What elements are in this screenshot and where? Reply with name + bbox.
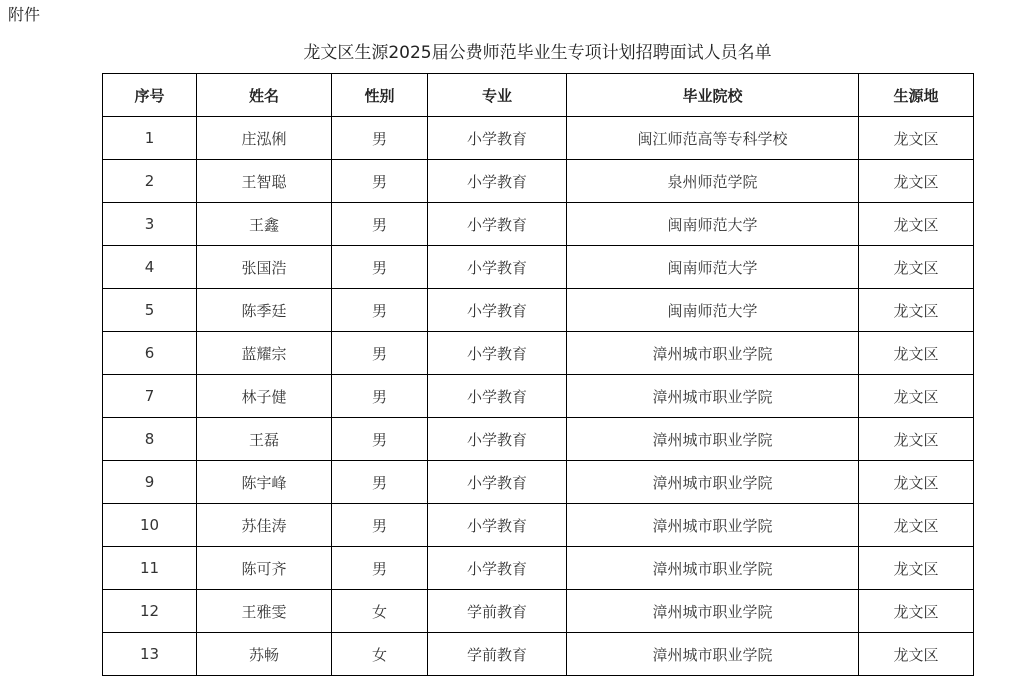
cell-school: 泉州师范学院 bbox=[567, 160, 859, 203]
cell-name: 蓝耀宗 bbox=[197, 332, 332, 375]
cell-school: 闽南师范大学 bbox=[567, 289, 859, 332]
cell-name: 陈宇峰 bbox=[197, 461, 332, 504]
cell-origin: 龙文区 bbox=[859, 117, 974, 160]
cell-major: 小学教育 bbox=[428, 375, 567, 418]
table-row bbox=[103, 633, 974, 676]
cell-seq: 12 bbox=[103, 590, 197, 633]
header-school: 毕业院校 bbox=[567, 74, 859, 117]
table-row bbox=[103, 117, 974, 160]
cell-seq: 6 bbox=[103, 332, 197, 375]
candidate-table bbox=[102, 73, 974, 676]
cell-school: 漳州城市职业学院 bbox=[567, 590, 859, 633]
cell-major: 小学教育 bbox=[428, 461, 567, 504]
cell-origin: 龙文区 bbox=[859, 633, 974, 676]
cell-gender: 女 bbox=[332, 590, 428, 633]
cell-major: 小学教育 bbox=[428, 418, 567, 461]
cell-gender: 男 bbox=[332, 160, 428, 203]
cell-school: 闽南师范大学 bbox=[567, 203, 859, 246]
cell-name: 庄泓俐 bbox=[197, 117, 332, 160]
cell-seq: 1 bbox=[103, 117, 197, 160]
cell-school: 漳州城市职业学院 bbox=[567, 504, 859, 547]
table-row bbox=[103, 246, 974, 289]
cell-major: 小学教育 bbox=[428, 289, 567, 332]
cell-seq: 10 bbox=[103, 504, 197, 547]
cell-seq: 11 bbox=[103, 547, 197, 590]
cell-major: 小学教育 bbox=[428, 332, 567, 375]
table-row bbox=[103, 375, 974, 418]
header-origin: 生源地 bbox=[859, 74, 974, 117]
cell-origin: 龙文区 bbox=[859, 590, 974, 633]
cell-major: 学前教育 bbox=[428, 590, 567, 633]
cell-major: 学前教育 bbox=[428, 633, 567, 676]
cell-origin: 龙文区 bbox=[859, 246, 974, 289]
cell-major: 小学教育 bbox=[428, 160, 567, 203]
cell-seq: 7 bbox=[103, 375, 197, 418]
cell-origin: 龙文区 bbox=[859, 203, 974, 246]
cell-name: 苏佳涛 bbox=[197, 504, 332, 547]
header-name: 姓名 bbox=[197, 74, 332, 117]
cell-seq: 2 bbox=[103, 160, 197, 203]
cell-gender: 男 bbox=[332, 504, 428, 547]
cell-seq: 9 bbox=[103, 461, 197, 504]
cell-name: 苏畅 bbox=[197, 633, 332, 676]
table-row bbox=[103, 160, 974, 203]
cell-school: 漳州城市职业学院 bbox=[567, 633, 859, 676]
cell-gender: 男 bbox=[332, 332, 428, 375]
cell-name: 林子健 bbox=[197, 375, 332, 418]
cell-origin: 龙文区 bbox=[859, 461, 974, 504]
table-row bbox=[103, 590, 974, 633]
table-row bbox=[103, 289, 974, 332]
cell-school: 漳州城市职业学院 bbox=[567, 418, 859, 461]
table-row bbox=[103, 203, 974, 246]
cell-major: 小学教育 bbox=[428, 547, 567, 590]
cell-gender: 男 bbox=[332, 375, 428, 418]
header-gender: 性别 bbox=[332, 74, 428, 117]
cell-gender: 男 bbox=[332, 461, 428, 504]
cell-name: 王智聪 bbox=[197, 160, 332, 203]
header-major: 专业 bbox=[428, 74, 567, 117]
cell-gender: 男 bbox=[332, 547, 428, 590]
cell-origin: 龙文区 bbox=[859, 289, 974, 332]
cell-seq: 3 bbox=[103, 203, 197, 246]
cell-gender: 女 bbox=[332, 633, 428, 676]
cell-school: 闽南师范大学 bbox=[567, 246, 859, 289]
cell-seq: 5 bbox=[103, 289, 197, 332]
cell-origin: 龙文区 bbox=[859, 375, 974, 418]
cell-seq: 4 bbox=[103, 246, 197, 289]
cell-origin: 龙文区 bbox=[859, 160, 974, 203]
cell-gender: 男 bbox=[332, 418, 428, 461]
cell-seq: 13 bbox=[103, 633, 197, 676]
table-row bbox=[103, 418, 974, 461]
cell-origin: 龙文区 bbox=[859, 418, 974, 461]
cell-name: 王鑫 bbox=[197, 203, 332, 246]
document-title: 龙文区生源2025届公费师范毕业生专项计划招聘面试人员名单 bbox=[303, 43, 772, 63]
cell-name: 张国浩 bbox=[197, 246, 332, 289]
cell-major: 小学教育 bbox=[428, 117, 567, 160]
cell-school: 漳州城市职业学院 bbox=[567, 332, 859, 375]
cell-gender: 男 bbox=[332, 289, 428, 332]
attachment-label: 附件 bbox=[8, 5, 41, 24]
cell-school: 漳州城市职业学院 bbox=[567, 461, 859, 504]
table-row bbox=[103, 332, 974, 375]
cell-major: 小学教育 bbox=[428, 246, 567, 289]
cell-gender: 男 bbox=[332, 117, 428, 160]
table-header-row bbox=[103, 74, 974, 117]
cell-school: 闽江师范高等专科学校 bbox=[567, 117, 859, 160]
cell-name: 王雅雯 bbox=[197, 590, 332, 633]
cell-gender: 男 bbox=[332, 246, 428, 289]
cell-school: 漳州城市职业学院 bbox=[567, 547, 859, 590]
cell-seq: 8 bbox=[103, 418, 197, 461]
cell-name: 陈可齐 bbox=[197, 547, 332, 590]
cell-origin: 龙文区 bbox=[859, 332, 974, 375]
table-row bbox=[103, 504, 974, 547]
cell-origin: 龙文区 bbox=[859, 547, 974, 590]
cell-major: 小学教育 bbox=[428, 504, 567, 547]
cell-name: 王磊 bbox=[197, 418, 332, 461]
table-row bbox=[103, 461, 974, 504]
header-seq: 序号 bbox=[103, 74, 197, 117]
cell-major: 小学教育 bbox=[428, 203, 567, 246]
table-row bbox=[103, 547, 974, 590]
cell-gender: 男 bbox=[332, 203, 428, 246]
cell-origin: 龙文区 bbox=[859, 504, 974, 547]
cell-name: 陈季廷 bbox=[197, 289, 332, 332]
cell-school: 漳州城市职业学院 bbox=[567, 375, 859, 418]
